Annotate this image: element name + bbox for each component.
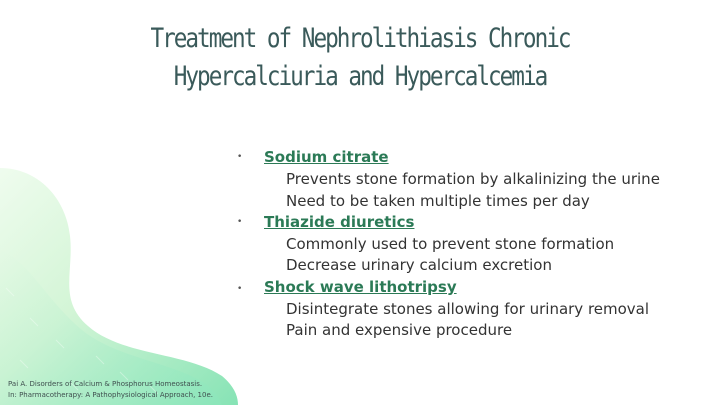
item-detail: Pain and expensive procedure [286, 321, 513, 339]
item-detail: Prevents stone formation by alkalinizing the urine [286, 170, 660, 188]
slide-title: Treatment of Nephrolithiasis Chronic Hypercalciuria and Hypercalcemia [150, 23, 570, 92]
item-detail: Commonly used to prevent stone formation [286, 235, 615, 253]
item-detail: Disintegrate stones allowing for urinary removal [286, 300, 650, 318]
bullet-dot: • [237, 284, 243, 294]
citation [8, 379, 213, 401]
item-detail: Decrease urinary calcium excretion [286, 256, 552, 274]
bullet-dot: • [237, 217, 243, 227]
citation-line: Pai A. Disorders of Calcium & Phosphorus Homeostasis. [8, 380, 203, 388]
item-heading-shock-wave-lithotripsy: Shock wave lithotripsy [264, 278, 457, 296]
citation-line: In: Pharmacotherapy: A Pathophysiological Approach, 10e. [8, 391, 213, 399]
item-detail: Need to be taken multiple times per day [286, 192, 590, 210]
item-heading-thiazide-diuretics: Thiazide diuretics [264, 213, 415, 231]
bullet-dot: • [237, 152, 243, 162]
item-heading-sodium-citrate: Sodium citrate [264, 148, 389, 166]
